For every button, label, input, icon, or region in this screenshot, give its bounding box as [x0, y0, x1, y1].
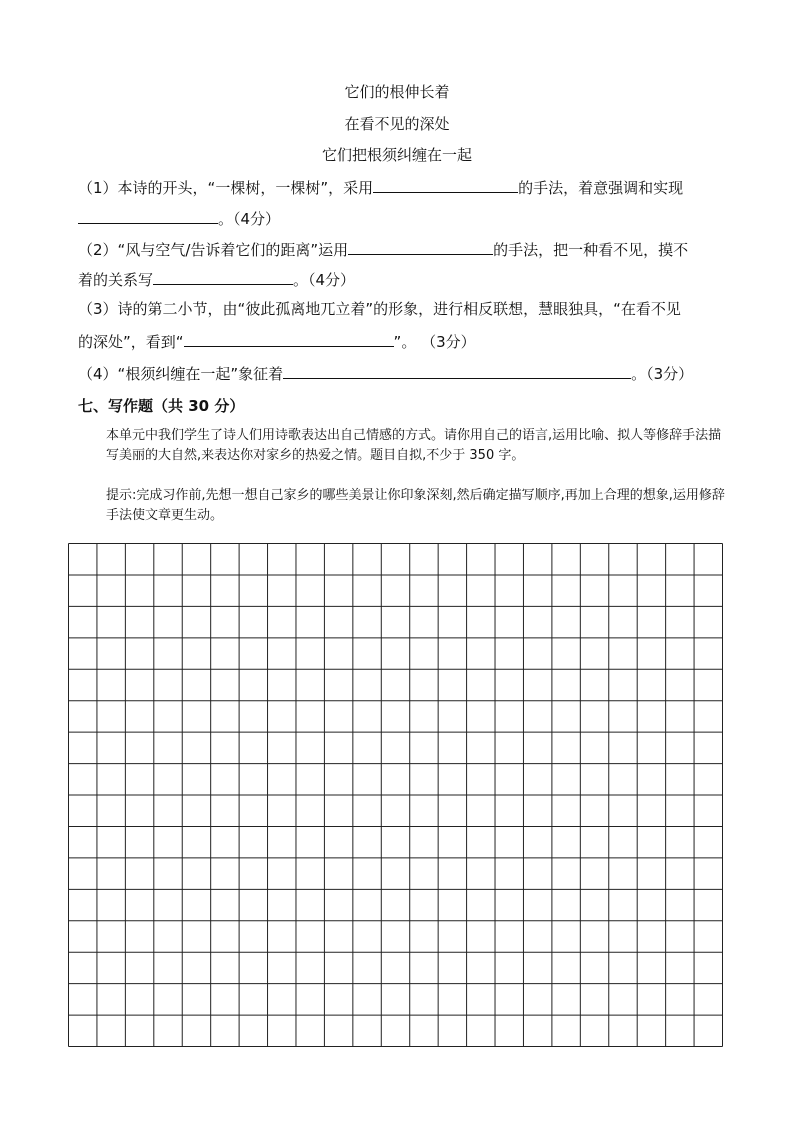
- question-4-text: （4）“根须纠缠在一起”象征着: [78, 365, 284, 383]
- question-2-text-2: 的手法，把一种看不见，摸不: [493, 241, 689, 259]
- question-2-blank-1[interactable]: [348, 238, 493, 255]
- poem-line-1: 它们的根伸长着: [344, 83, 450, 101]
- question-4-blank[interactable]: [283, 362, 631, 379]
- poem-line-3: 它们把根须纠缠在一起: [321, 146, 472, 164]
- poem-line-2: 在看不见的深处: [344, 115, 450, 133]
- question-3-blank[interactable]: [184, 330, 394, 347]
- question-3-line-1: [78, 299, 728, 319]
- question-2-score: 。（4分）: [293, 271, 356, 289]
- writing-grid-container: [68, 543, 723, 1051]
- question-3-line-2: [78, 330, 728, 352]
- question-1-blank-2[interactable]: [78, 207, 218, 224]
- writing-prompt: 本单元中我们学生了诗人们用诗歌表达出自己情感的方式。请你用自己的语言,运用比喻、拟人等修辞手法描写美丽的大自然,来表达你对家乡的热爱之情。题目自拟,不少于 350 字。: [106, 428, 722, 463]
- question-2-text-3: 着的关系写: [78, 271, 154, 289]
- question-3-score: ”。 （3分）: [393, 333, 476, 351]
- question-1-line-2: [78, 207, 728, 229]
- question-1-text-2: 的手法，着意强调和实现: [518, 179, 684, 197]
- question-1-blank-1[interactable]: [373, 176, 518, 193]
- question-1-score: 。（4分）: [218, 210, 281, 228]
- question-4-score: 。（3分）: [631, 365, 694, 383]
- question-3-text-2: 的深处”，看到“: [78, 333, 184, 351]
- section-title-writing: 七、写作题（共 30 分）: [78, 397, 245, 415]
- question-2-text: （2）“风与空气/告诉着它们的距离”运用: [78, 241, 349, 259]
- question-2-line-2: [78, 268, 728, 290]
- question-1-line-1: [78, 176, 728, 198]
- writing-grid[interactable]: [68, 543, 723, 1047]
- question-4-line: [78, 362, 728, 384]
- question-1-text: （1）本诗的开头，“一棵树，一棵树”，采用: [78, 179, 374, 197]
- question-3-text: （3）诗的第二小节，由“彼此孤离地兀立着”的形象，进行相反联想，慧眼独具，“在看不见: [78, 300, 681, 318]
- writing-hint: 提示:完成习作前,先想一想自己家乡的哪些美景让你印象深刻,然后确定描写顺序,再加上合理的想象,运用修辞手法使文章更生动。: [106, 488, 725, 523]
- question-2-line-1: [78, 238, 728, 260]
- question-2-blank-2[interactable]: [153, 268, 293, 285]
